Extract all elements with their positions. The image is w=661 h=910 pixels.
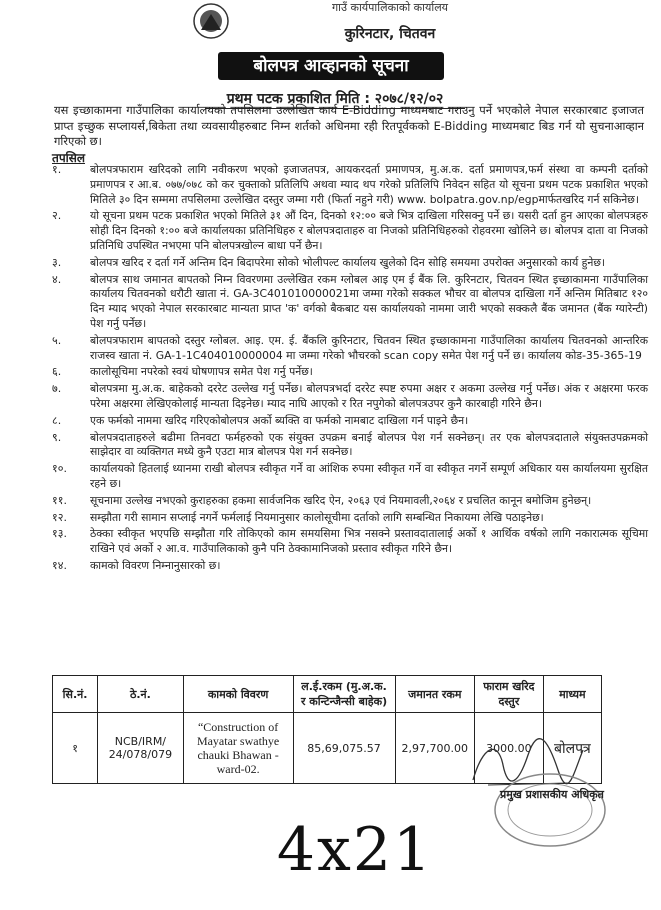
- list-item: ३. बोलपत्र खरिद र दर्ता गर्ने अन्तिम दिन बिदापरेमा सोको भोलीपल्ट कार्यालय खुलेको दिन सोहि समयमा उपरोक्त अनुसारको कार्य हुनेछ।: [52, 255, 606, 269]
- intro-paragraph: यस इच्छाकामना गाउँपालिका कार्यालयको तपसिलमा उल्लेखित कार्य E-Bidding माध्यमबाट गराउनु पर्ने भएकोले नेपाल सरकारबाट इजाजत प्राप्त इच्छुक सप्लायर्स,बिकेता तथा व्यवसायीहरुबाट निम्न शर्तको अधिनमा रही रितपूर्वकको E-Bidding माध्यमबाट बिड गर्न यो सुचनाआव्हान गरिएको छ।: [54, 103, 644, 148]
- header-estimate: ल.ई.रकम (मु.अ.क. र कन्टिन्जैन्सी बाहेक): [293, 676, 395, 713]
- government-emblem-icon: [192, 2, 230, 40]
- cell-work: “Construction of Mayatar swathye chauki Bhawan -ward-02.: [183, 713, 293, 784]
- list-item: ११. सूचनामा उल्लेख नभएको कुराहरुका हकमा सार्वजनिक खरिद ऐन, २०६३ एवं नियमावली,२०६४ र प्रचलित कानून बमोजिम हुनेछन्।: [52, 493, 592, 507]
- cell-contract-no: NCB/IRM/ 24/078/079: [98, 713, 184, 784]
- list-item: १३. ठेक्का स्वीकृत भएपछि सम्झौता गरि तोकिएको काम समयसिमा भित्र नसक्ने प्रस्तावदातालाई अर्को १ आर्थिक वर्षको लागि नकारात्मक सूचिमा राखिने एवं अर्को २ आ.व. गाउँपालिकाको कुनै पनि ठेक्कामानिजको प्रस्ताव स्वीकृत गरिने छैन।: [52, 527, 648, 556]
- office-place: कुरिनटार, चितवन: [344, 26, 436, 42]
- list-item: १२. सम्झौता गरी सामान सप्लाई नगर्ने फर्मलाई नियमानुसार कालोसूचीमा दर्ताको लागि सम्बन्धित निकायमा लेखि पठाइनेछ।: [52, 510, 544, 524]
- cell-estimate: 85,69,075.57: [293, 713, 395, 784]
- list-item: १४. कामको विवरण निम्नानुसारको छ।: [52, 558, 221, 572]
- list-item: २. यो सूचना प्रथम पटक प्रकाशित भएको मितिले ३१ औं दिन, दिनको १२:०० बजे भित्र दाखिला गरिसक्नु पर्ने छ। यसरी दर्ता हुन आएका बोलपत्रहरु सोही दिन दिनको १:०० बजे कार्यालयका प्रतिनिधिहरु र बोलपत्रदाताहरु वा निजको प्रतिनिधिहरुको रोहवरमा खोलिने छ। बोलपत्र दाता वा निजको प्रतिनिधि उपस्थित नभएमा पनि बोलपत्रखोल्न बाधा पर्ने छैन।: [52, 209, 648, 252]
- officer-title: प्रमुख प्रशासकीय अधिकृत: [500, 788, 604, 801]
- section-heading: तपसिल: [52, 151, 86, 165]
- cell-security: 2,97,700.00: [395, 713, 475, 784]
- handwritten-mark: 4x21: [276, 815, 434, 885]
- header-sn: सि.नं.: [53, 676, 98, 713]
- first-publication-date: प्रथम पटक प्रकाशित मिति : २०७८/१२/०२: [205, 89, 465, 109]
- list-item: १. बोलपत्रफाराम खरिदको लागि नवीकरण भएको इजाजतपत्र, आयकरदर्ता प्रमाणपत्र, मु.अ.क. दर्ता प्रमाणपत्र,फर्म संस्था वा कम्पनी दर्ताको प्रमाणपत्र र आ.ब. ०७७/०७८ को कर चुक्ताको प्रतिलिपि अथवा म्याद थप गरेको प्रतिलिपि निवेदन सहित यो सूचना प्रथम पटक प्रकाशित भएको मितिले ३० दिन सम्ममा तपसिलमा उल्लेखित दस्तुर जम्मा गरी (फिर्ता नहुने गरी) www. bolpatra.gov.np/egpमार्फतखरिद गर्न सकिनेछ।: [52, 163, 648, 206]
- office-stamp-icon: [490, 770, 610, 850]
- list-item: ८. एक फर्मको नाममा खरिद गरिएकोबोलपत्र अर्को ब्यक्ति वा फर्मको नामबाट दाखिला गर्न पाइने छैन।: [52, 413, 469, 427]
- list-item: १०. कार्यालयको हितलाई ध्यानमा राखी बोलपत्र स्वीकृत गर्ने वा आंशिक रुपमा स्वीकृत गर्ने वा स्वीकृत नगर्ने सम्पूर्ण अधिकार यस कार्यालयमा सुरक्षित रहने छ।: [52, 462, 648, 490]
- list-item: ७. बोलपत्रमा मु.अ.क. बाहेकको दररेट उल्लेख गर्नु पर्नेछ। बोलपत्रभर्दा दररेट स्पष्ट रुपमा अक्षर र अकमा उल्लेख गर्नु पर्नेछ। अंक र अक्षरमा फरक परेमा अक्षरमा लेखिएकोलाई मान्यता दिइनेछ। म्याद नाघि आएको र रित नपुगेको बोलपत्रउपर कुनै कारबाही गरिने छैन।: [52, 382, 648, 410]
- header-security: जमानत रकम: [395, 676, 475, 713]
- cell-fee: 3000.00: [475, 713, 544, 784]
- list-item: ६. कालोसूचिमा नपरेको स्वयं घोषणापत्र समेत पेश गर्नु पर्नेछ।: [52, 365, 313, 379]
- cell-sn: १: [53, 713, 98, 784]
- list-item: ४. बोलपत्र साथ जमानत बापतको निम्न विवरणमा उल्लेखित रकम ग्लोबल आइ एम ई बैंक लि. कुरिनटार, चितवन स्थित इच्छाकामना गाउँपालिका कार्यालय चितवनको धरौटी खाता नं. GA-3C401010000021मा जम्मा गरेको सक्कल भौचर वा बोलपत्र दाखिला गर्ने अन्तिम मितिबाट १२० दिन म्याद भएको नेपाल सरकारबाट मान्यता प्राप्त 'क' वर्गको बैकबाट यस कार्यालयको नाममा जारी भएको सक्कलै बैंक जमानत (बैंक ग्यारेन्टी) पेश गर्नु पर्नेछ।: [52, 272, 648, 330]
- office-name: गाउँ कार्यपालिकाको कार्यालय: [331, 1, 449, 14]
- header-work: कामको विवरण: [183, 676, 293, 713]
- conditions-list: [50, 163, 648, 576]
- list-item: ५. बोलपत्रफाराम बापतको दस्तुर ग्लोबल. आइ. एम. ई. बैंकलि कुरिनटार, चितवन स्थित इच्छाकामना गाउँपालिका कार्यालय चितवनको आन्तरिक राजस्व खाता नं. GA-1-1C404010000004 मा जम्मा गरेको भौचरको scan copy समेत पेश गर्नु पर्ने छ। कार्यालय कोड-35-365-19: [52, 333, 648, 362]
- header-contract-no: ठे.नं.: [98, 676, 184, 713]
- header-fee: फाराम खरिद दस्तुर: [475, 676, 544, 713]
- list-item: ९. बोलपत्रदाताहरुले बढीमा तिनवटा फर्महरुको एक संयुक्त उपक्रम बनाई बोलपत्र पेश गर्न सक्नेछन्। तर एक बोलपत्रदाताले संयुक्तउपक्रमको साझेदार वा व्यक्तिगत मध्ये कुनै एउटा मात्र बोलपत्र पेश गर्न सक्नेछ।: [52, 430, 648, 459]
- header-medium: माध्यम: [543, 676, 601, 713]
- table-header-row: [53, 676, 602, 713]
- notice-title: बोलपत्र आव्हानको सूचना: [218, 52, 444, 80]
- cell-medium: बोलपत्र: [543, 713, 601, 784]
